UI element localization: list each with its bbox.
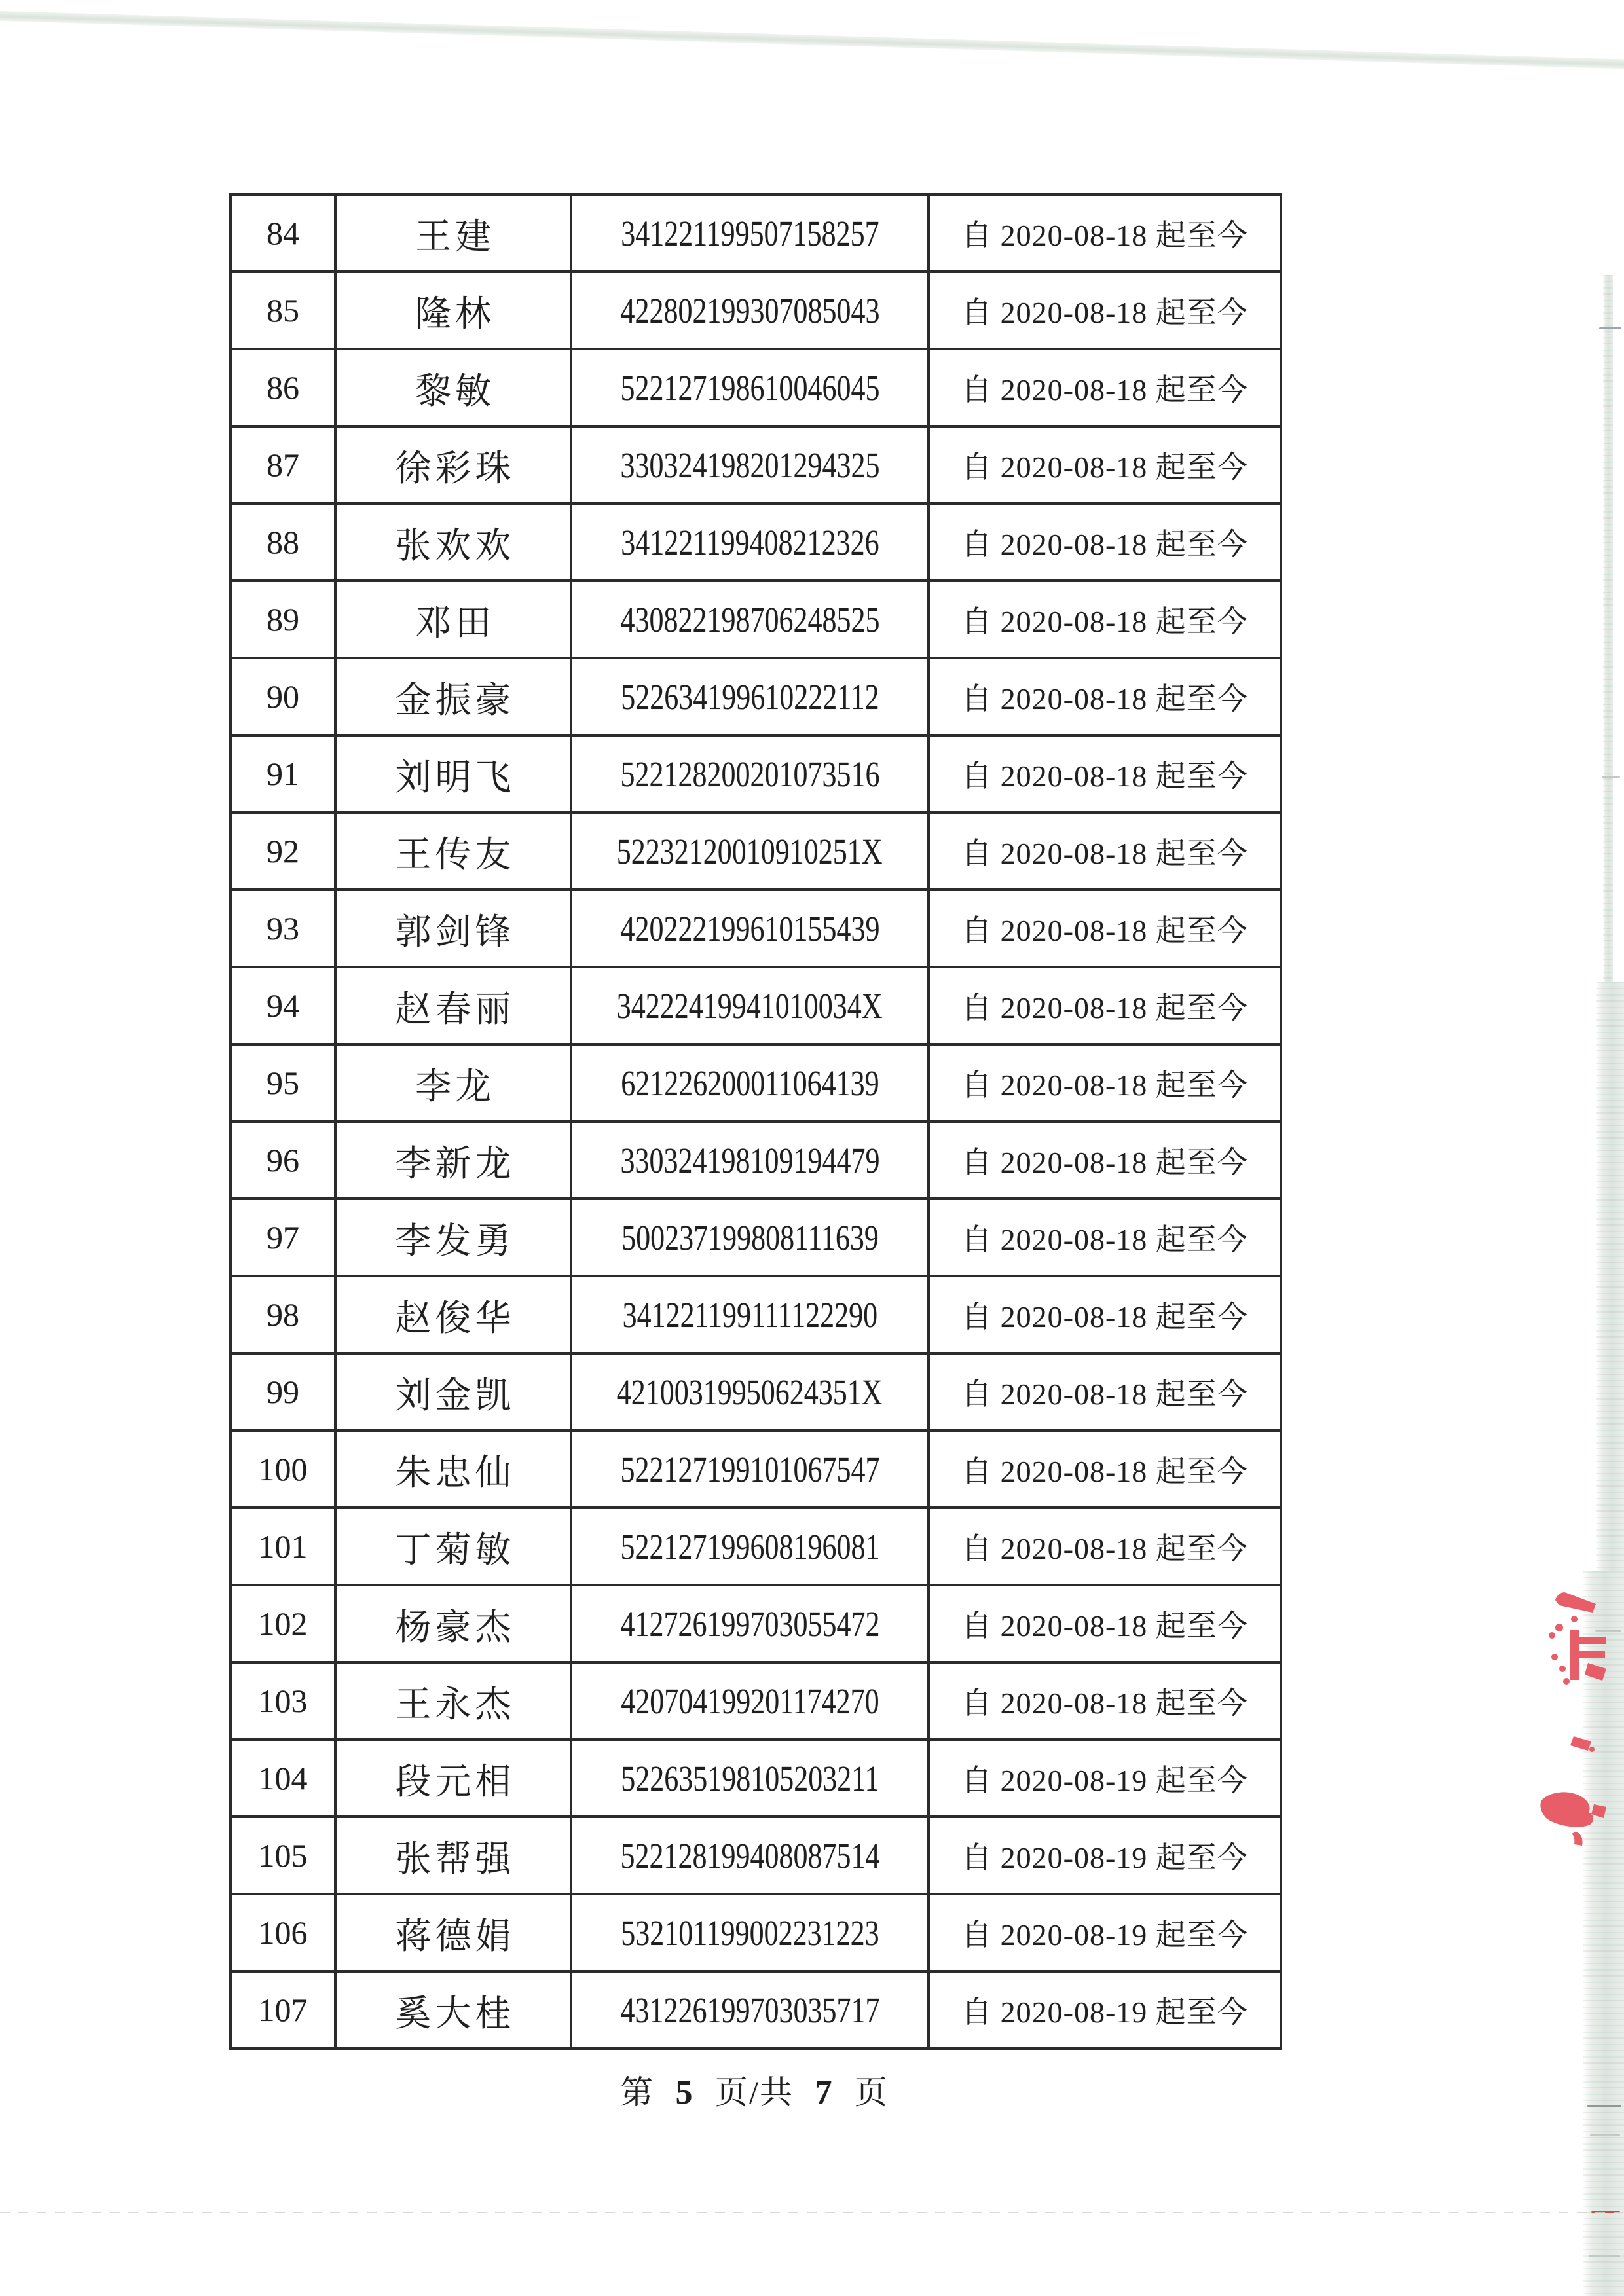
- id-number-cell: [571, 581, 929, 658]
- period-cell: 自 2020-08-18 起至今: [929, 272, 1281, 349]
- name-cell: 刘金凯: [335, 1353, 571, 1430]
- id-number-text: 430822198706248525: [620, 599, 879, 640]
- page-footer: [229, 2066, 1280, 2113]
- id-number-cell: [571, 503, 929, 581]
- name-cell: 蒋德娟: [335, 1894, 571, 1971]
- footer-middle: 页/共: [715, 2074, 794, 2111]
- table-row: [231, 658, 1281, 735]
- total-page-number: 7: [815, 2074, 834, 2111]
- table-row: [231, 812, 1281, 890]
- id-number-text: 34222419941010034X: [617, 985, 883, 1026]
- period-cell: 自 2020-08-18 起至今: [929, 349, 1281, 426]
- id-number-text: 621226200011064139: [620, 1063, 879, 1103]
- name-cell: 徐彩珠: [335, 426, 571, 503]
- name-cell: 赵春丽: [335, 967, 571, 1044]
- table-row: [231, 1353, 1281, 1430]
- name-cell: 李新龙: [335, 1121, 571, 1199]
- row-number-cell: 96: [231, 1121, 335, 1199]
- row-number-cell: 90: [231, 658, 335, 735]
- name-cell: 杨豪杰: [335, 1585, 571, 1662]
- name-cell: 金振豪: [335, 658, 571, 735]
- table-row: [231, 426, 1281, 503]
- right-page-edge-band: [1603, 275, 1613, 1008]
- row-number-cell: 102: [231, 1585, 335, 1662]
- id-number-text: 522128200201073516: [620, 754, 879, 794]
- period-cell: 自 2020-08-19 起至今: [929, 1971, 1281, 2049]
- period-cell: 自 2020-08-18 起至今: [929, 735, 1281, 812]
- id-number-cell: [571, 1740, 929, 1817]
- row-number-cell: 92: [231, 812, 335, 890]
- table-row: [231, 503, 1281, 581]
- name-cell: 奚大桂: [335, 1971, 571, 2049]
- id-number-cell: [571, 1585, 929, 1662]
- table-row: [231, 1121, 1281, 1199]
- table-row: [231, 1971, 1281, 2049]
- period-cell: 自 2020-08-18 起至今: [929, 1430, 1281, 1508]
- id-number-text: 42100319950624351X: [617, 1372, 883, 1412]
- row-number-cell: 107: [231, 1971, 335, 2049]
- table-row: [231, 1430, 1281, 1508]
- id-number-text: 522127199608196081: [620, 1526, 879, 1567]
- red-stamp-fragment: [1536, 1583, 1624, 1871]
- roster-table: [229, 193, 1282, 2050]
- id-number-cell: [571, 1894, 929, 1971]
- id-number-text: 341221199111122290: [622, 1294, 877, 1335]
- name-cell: 李发勇: [335, 1199, 571, 1276]
- period-cell: 自 2020-08-19 起至今: [929, 1817, 1281, 1894]
- period-cell: 自 2020-08-18 起至今: [929, 1276, 1281, 1353]
- row-number-cell: 87: [231, 426, 335, 503]
- id-number-cell: [571, 1662, 929, 1740]
- table-row: [231, 1199, 1281, 1276]
- row-number-cell: 100: [231, 1430, 335, 1508]
- id-number-cell: [571, 349, 929, 426]
- footer-prefix: 第: [620, 2074, 655, 2111]
- row-number-cell: 94: [231, 967, 335, 1044]
- id-number-cell: [571, 1971, 929, 2049]
- id-number-text: 431226199703035717: [620, 1990, 879, 2030]
- name-cell: 刘明飞: [335, 735, 571, 812]
- id-number-text: 412726199703055472: [620, 1603, 879, 1644]
- table-row: [231, 1276, 1281, 1353]
- period-cell: 自 2020-08-18 起至今: [929, 967, 1281, 1044]
- period-cell: 自 2020-08-18 起至今: [929, 426, 1281, 503]
- top-scan-edge-artifact: [0, 10, 1624, 71]
- scan-tick-artifact: [1587, 2105, 1621, 2107]
- id-number-text: 532101199002231223: [620, 1912, 879, 1953]
- name-cell: 邓田: [335, 581, 571, 658]
- id-number-text: 522127199101067547: [620, 1449, 879, 1489]
- name-cell: 李龙: [335, 1044, 571, 1121]
- table-row: [231, 349, 1281, 426]
- id-number-cell: [571, 1276, 929, 1353]
- period-cell: 自 2020-08-18 起至今: [929, 1121, 1281, 1199]
- id-number-cell: [571, 426, 929, 503]
- id-number-cell: [571, 1199, 929, 1276]
- table-row: [231, 272, 1281, 349]
- row-number-cell: 106: [231, 1894, 335, 1971]
- name-cell: 张帮强: [335, 1817, 571, 1894]
- period-cell: 自 2020-08-19 起至今: [929, 1740, 1281, 1817]
- table-row: [231, 1585, 1281, 1662]
- row-number-cell: 85: [231, 272, 335, 349]
- row-number-cell: 98: [231, 1276, 335, 1353]
- id-number-cell: [571, 1430, 929, 1508]
- table-row: [231, 1817, 1281, 1894]
- id-number-cell: [571, 812, 929, 890]
- period-cell: 自 2020-08-18 起至今: [929, 812, 1281, 890]
- scan-tick-artifact: [1589, 2255, 1620, 2257]
- footer-suffix: 页: [854, 2074, 889, 2111]
- period-cell: 自 2020-08-18 起至今: [929, 1199, 1281, 1276]
- table-row: [231, 1044, 1281, 1121]
- period-cell: 自 2020-08-19 起至今: [929, 1894, 1281, 1971]
- name-cell: 王永杰: [335, 1662, 571, 1740]
- name-cell: 张欢欢: [335, 503, 571, 581]
- period-cell: 自 2020-08-18 起至今: [929, 1508, 1281, 1585]
- id-number-text: 522635198105203211: [620, 1758, 879, 1798]
- id-number-cell: [571, 890, 929, 967]
- name-cell: 赵俊华: [335, 1276, 571, 1353]
- table-row: [231, 581, 1281, 658]
- table-row: [231, 1894, 1281, 1971]
- id-number-cell: [571, 967, 929, 1044]
- id-number-text: 420704199201174270: [620, 1681, 879, 1721]
- row-number-cell: 89: [231, 581, 335, 658]
- row-number-cell: 95: [231, 1044, 335, 1121]
- table-row: [231, 1740, 1281, 1817]
- row-number-cell: 97: [231, 1199, 335, 1276]
- row-number-cell: 84: [231, 194, 335, 272]
- period-cell: 自 2020-08-18 起至今: [929, 1585, 1281, 1662]
- name-cell: 黎敏: [335, 349, 571, 426]
- row-number-cell: 104: [231, 1740, 335, 1817]
- id-number-text: 341221199408212326: [620, 522, 879, 562]
- id-number-text: 522128199408087514: [620, 1835, 879, 1876]
- id-number-cell: [571, 1817, 929, 1894]
- row-number-cell: 88: [231, 503, 335, 581]
- name-cell: 郭剑锋: [335, 890, 571, 967]
- table-row: [231, 1662, 1281, 1740]
- id-number-text: 500237199808111639: [621, 1217, 879, 1258]
- name-cell: 朱忠仙: [335, 1430, 571, 1508]
- id-number-text: 422802199307085043: [620, 290, 879, 331]
- id-number-cell: [571, 658, 929, 735]
- row-number-cell: 105: [231, 1817, 335, 1894]
- id-number-cell: [571, 735, 929, 812]
- id-number-cell: [571, 272, 929, 349]
- id-number-text: 330324198109194479: [620, 1140, 879, 1180]
- row-number-cell: 93: [231, 890, 335, 967]
- row-number-cell: 91: [231, 735, 335, 812]
- id-number-text: 420222199610155439: [620, 908, 879, 949]
- scan-tick-artifact: [1590, 2134, 1620, 2136]
- period-cell: 自 2020-08-18 起至今: [929, 194, 1281, 272]
- id-number-text: 52232120010910251X: [617, 831, 883, 871]
- period-cell: 自 2020-08-18 起至今: [929, 581, 1281, 658]
- roster-table-body: [231, 194, 1281, 2049]
- period-cell: 自 2020-08-18 起至今: [929, 1662, 1281, 1740]
- id-number-text: 341221199507158257: [620, 213, 879, 253]
- current-page-number: 5: [675, 2074, 694, 2111]
- row-number-cell: 103: [231, 1662, 335, 1740]
- id-number-text: 330324198201294325: [620, 445, 879, 485]
- id-number-text: 522127198610046045: [620, 367, 879, 408]
- id-number-text: 522634199610222112: [620, 676, 879, 717]
- row-number-cell: 99: [231, 1353, 335, 1430]
- period-cell: 自 2020-08-18 起至今: [929, 503, 1281, 581]
- id-number-cell: [571, 1353, 929, 1430]
- name-cell: 段元相: [335, 1740, 571, 1817]
- period-cell: 自 2020-08-18 起至今: [929, 1353, 1281, 1430]
- row-number-cell: 101: [231, 1508, 335, 1585]
- table-row: [231, 194, 1281, 272]
- id-number-cell: [571, 1121, 929, 1199]
- table-row: [231, 890, 1281, 967]
- id-number-cell: [571, 1044, 929, 1121]
- id-number-cell: [571, 1508, 929, 1585]
- id-number-cell: [571, 194, 929, 272]
- period-cell: 自 2020-08-18 起至今: [929, 1044, 1281, 1121]
- table-row: [231, 967, 1281, 1044]
- table-row: [231, 735, 1281, 812]
- scan-tick-artifact: [1602, 776, 1620, 778]
- table-row: [231, 1508, 1281, 1585]
- faint-scan-line-artifact: [0, 2212, 1624, 2213]
- name-cell: 隆林: [335, 272, 571, 349]
- period-cell: 自 2020-08-18 起至今: [929, 890, 1281, 967]
- right-page-edge-band: [1596, 982, 1624, 1597]
- scan-tick-artifact: [1599, 327, 1621, 329]
- name-cell: 王传友: [335, 812, 571, 890]
- name-cell: 丁菊敏: [335, 1508, 571, 1585]
- period-cell: 自 2020-08-18 起至今: [929, 658, 1281, 735]
- name-cell: 王建: [335, 194, 571, 272]
- row-number-cell: 86: [231, 349, 335, 426]
